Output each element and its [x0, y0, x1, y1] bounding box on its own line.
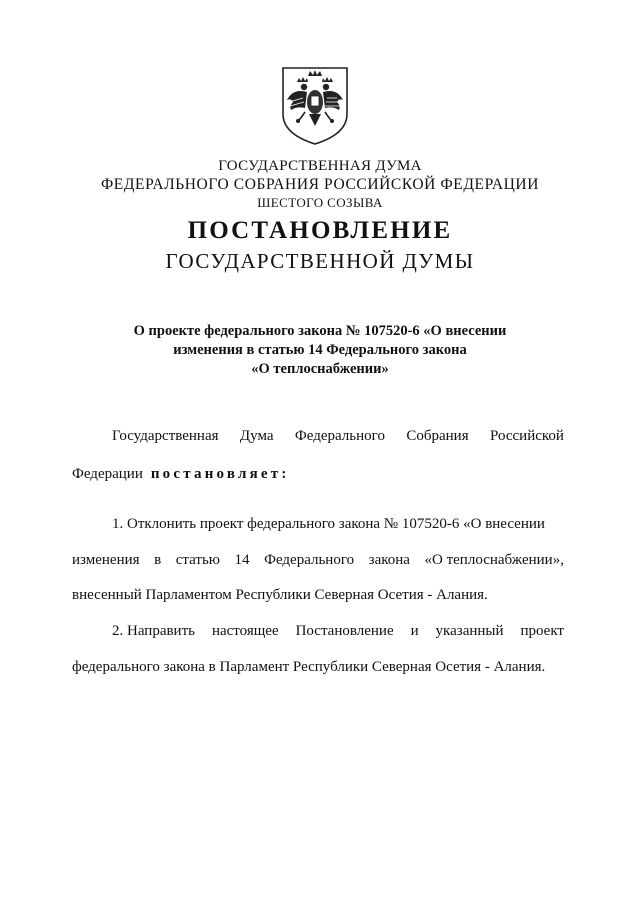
preamble-word: Собрания: [406, 428, 469, 444]
preamble-word: Государственная: [112, 428, 219, 444]
document-title: ПОСТАНОВЛЕНИЕ: [187, 217, 453, 244]
preamble-text: Федерации: [72, 466, 143, 482]
about-line-3: «О теплоснабжении»: [251, 361, 389, 377]
item2-line-2: федерального закона в Парламент Республики Северная Осетия - Алания.: [72, 659, 546, 675]
preamble-word: Дума: [239, 428, 274, 444]
item1-word: в: [154, 552, 162, 568]
preamble-line-2: [72, 466, 290, 483]
preamble-line-1: [112, 428, 564, 445]
item1-word: «О теплоснабжении»,: [424, 552, 564, 568]
item1-text: 1. Отклонить проект федерального закона № 107520-6 «О внесении: [112, 516, 545, 532]
about-line-1: О проекте федерального закона № 107520-6 «О внесении: [133, 323, 507, 339]
preamble-word: Федерального: [294, 428, 385, 444]
about-line-2: изменения в статью 14 Федерального закона: [173, 342, 467, 358]
header-line-3: ШЕСТОГО СОЗЫВА: [257, 195, 383, 210]
item1-word: закона: [368, 552, 410, 568]
preamble-resolves: постановляет:: [150, 466, 290, 482]
item2-word: и: [410, 623, 419, 639]
document-subtitle: ГОСУДАРСТВЕННОЙ ДУМЫ: [165, 249, 475, 273]
preamble-word: Российской: [490, 428, 564, 444]
item1-line-3: внесенный Парламентом Республики Северная Осетия - Алания.: [72, 587, 488, 603]
item1-word: 14: [234, 552, 250, 568]
item2-word: проект: [520, 623, 564, 639]
item1-line-1: [112, 516, 564, 533]
item1-word: статью: [175, 552, 220, 568]
header-line-2: ФЕДЕРАЛЬНОГО СОБРАНИЯ РОССИЙСКОЙ ФЕДЕРАЦИИ: [100, 176, 540, 193]
item2-word: 2. Направить: [112, 623, 195, 639]
item2-word: настоящее: [211, 623, 279, 639]
item2-word: указанный: [435, 623, 504, 639]
header-line-1: ГОСУДАРСТВЕННАЯ ДУМА: [218, 158, 422, 174]
item1-word: изменения: [72, 552, 140, 568]
item1-word: Федерального: [264, 552, 355, 568]
item1-line-2: [72, 552, 564, 569]
item2-word: Постановление: [295, 623, 394, 639]
coat-of-arms-icon: [275, 62, 355, 148]
item2-line-1: [112, 623, 564, 640]
